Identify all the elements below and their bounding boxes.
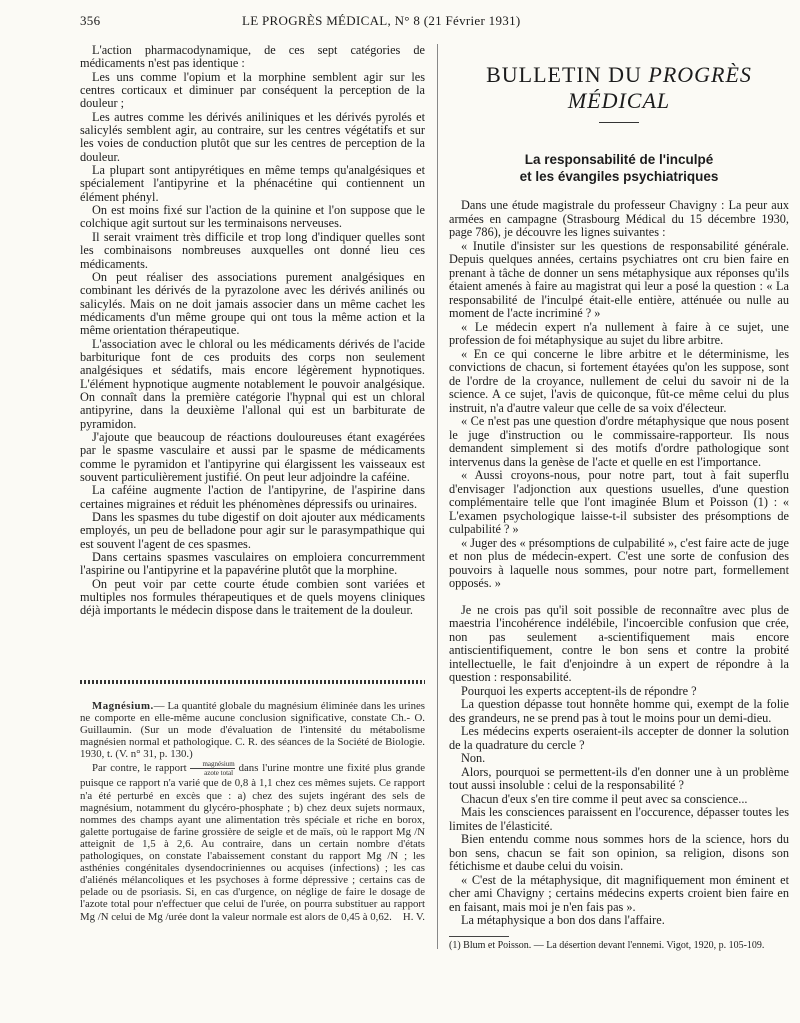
heading-rule xyxy=(599,122,639,123)
paragraph: Les uns comme l'opium et la morphine semblent agir sur les centres corticaux et diminuer par conséquent la perception de la douleur ; xyxy=(80,69,425,111)
paragraph: Dans certains spasmes vasculaires on emploiera concurremment l'aspirine ou l'antipyrine et la papavérine plutôt que la morphine. xyxy=(80,550,425,578)
note-paragraph xyxy=(80,760,425,922)
paragraph: Il serait vraiment très difficile et trop long d'indiquer quelles sont les combinaisons nombreuses auxquelles ont donné lieu ces médicaments. xyxy=(80,229,425,271)
bulletin-prefix: BULLETIN DU xyxy=(486,62,642,87)
article-title-line: et les évangiles psychiatriques xyxy=(519,169,719,184)
bulletin-heading xyxy=(449,62,789,114)
ratio-fraction xyxy=(190,760,234,777)
paragraph: La caféine augmente l'action de l'antipyrine, de l'aspirine dans certaines migraines et réduit les phénomènes dépressifs ou urinaires. xyxy=(80,483,425,511)
bulletin-name: PROGRÈS MÉDICAL xyxy=(567,62,752,113)
paragraph: « Aussi croyons-nous, pour notre part, tout à fait superflu d'envisager l'adjonction aux questions usuelles, d'une question complémentaire telle que l'ont imaginée Blum et Poisson (1) : « L'examen psychologique laisse-t-il subsister des présomptions de culpabilité ? » xyxy=(449,468,789,536)
paragraph: Les médecins experts oseraient-ils accepter de donner la solution de la quadrature du cercle ? xyxy=(449,724,789,752)
article-title-line: La responsabilité de l'inculpé xyxy=(524,152,714,167)
paragraph: Dans une étude magistrale du professeur Chavigny : La peur aux armées en campagne (Strasbourg Médical du 15 décembre 1930, page 786), je découvre les lignes suivantes : xyxy=(449,198,789,239)
note-paragraph xyxy=(80,700,425,760)
running-title: LE PROGRÈS MÉDICAL, N° 8 (21 Février 1931) xyxy=(242,13,521,28)
fraction-denominator: azote total xyxy=(190,768,234,777)
paragraph: « Le médecin expert n'a nullement à faire à ce sujet, une profession de foi métaphysique au sujet du libre arbitre. xyxy=(449,319,789,347)
paragraph: L'association avec le chloral ou les médicaments dérivés de l'acide barbiturique font de ces produits des corps non seulement analgésiques et sédatifs, mais encore légèrement hypnotiques. L'élément hypnotique augmente notablement le pouvoir analgésique. On connaît dans la première catégorie l'hypnal qui est un chloral antipyrine, dans la deuxième l'allonal qui est un barbiturate de pyramidon. xyxy=(80,336,425,431)
note-text: Par contre, le rapport xyxy=(92,762,187,775)
article-title xyxy=(449,151,789,185)
footnote: (1) Blum et Poisson. — La désertion devant l'ennemi. Vigot, 1920, p. 105-109. xyxy=(449,939,765,951)
page-header xyxy=(80,10,780,34)
paragraph: Alors, pourquoi se permettent-ils d'en donner une à un problème tout aussi insoluble : celui de la responsabilité ? xyxy=(449,764,789,792)
paragraph: Dans les spasmes du tube digestif on doit ajouter aux médicaments employés, un peu de belladone pour agir sur le parasympathique qui est souvent l'agent de ces spasmes. xyxy=(80,510,425,551)
paragraph: La question dépasse tout honnête homme qui, exempt de la folie des grandeurs, ne se prend pas à tout le moins pour un demi-dieu. xyxy=(449,697,789,725)
paragraph: On peut voir par cette courte étude combien sont variées et multiples nos formules thérapeutiques et de quels moyens cliniques déjà importants le médecin dispose dans le traitement de la douleur. xyxy=(80,576,425,618)
note-text: dans l'urine montre une fixité plus grande puisque ce rapport n'a varié que de 0,8 à 1,1 chez ces mêmes sujets. Ce rapport n'a été perturbé en excès que : a) chez des sujets ingérant des sels de magnésium, notamment du glycéro-phosphate ; b) chez deux sujets normaux, nommes des champs ayant une alimentation très spéciale et riche en borox, galette portugaise de farine grossière de seigle et de maïs, où le rapport Mg /N atteignit de 1,5 à 2,6. Au contraire, dans un certain nombre d'états pathologiques, on constate l'abaissement constant du rapport Mg /N ; les asthénies congénitales dysendocriniennes ou acquises (infections) ; les cas d'aliénés mélancoliques et les psychoses à forme dépressive ; certains cas de pelade ou de psoriasis. Si, en cas d'urgence, on néglige de faire le dosage de l'azote total pour n'effectuer que celui de l'urée, on pourra substituer au rapport Mg /N celui de Mg /urée dont la valeur normale est alors de 0,45 à 0,62. xyxy=(80,762,425,923)
paragraph: « Juger des « présomptions de culpabilité », c'est faire acte de juge et non plus de médecin-expert. C'est une sorte de confusion des pouvoirs à laquelle nous sommes, pour notre part, formellement opposés. » xyxy=(449,535,789,590)
paragraph: Les autres comme les dérivés aniliniques et les dérivés pyrolés et salicylés semblent agir, au contraire, sur les centres végétatifs et sur les voies de conduction plutôt que sur les centres de perception de la douleur. xyxy=(80,109,425,164)
paragraph: On est moins fixé sur l'action de la quinine et l'on suppose que le colchique agit surtout sur les terminaisons nerveuses. xyxy=(80,203,425,231)
magnesium-note xyxy=(80,700,425,923)
left-column xyxy=(80,44,425,618)
paragraph: Mais les consciences paraissent en l'occurence, dépasser toutes les limites de l'élasticité. xyxy=(449,805,789,833)
paragraph: « C'est de la métaphysique, dit magnifiquement mon éminent et cher ami Chavigny ; certains médecins experts croient bien faire en en faisant, mais moi je n'en fais pas ». xyxy=(449,872,789,914)
footnote-rule xyxy=(449,936,509,937)
paragraph: Chacun d'eux s'en tire comme il peut avec sa conscience... xyxy=(461,791,748,806)
paragraph: J'ajoute que beaucoup de réactions douloureuses étant exagérées par le spasme vasculaire et aussi par le spasme de médicaments comme le pyramidon et l'antipyrine qui élargissent les vaisseaux est souvent particulièrement justifié. On peut leur adjoindre la caféine. xyxy=(80,429,425,484)
paragraph: « Inutile d'insister sur les questions de responsabilité générale. Depuis quelques années, certains psychiatres ont cru bien faire en prenant à tâche de donner un sens métaphysique aux réponses qu'ils étaient amenés à faire au magistrat qui leur a posé la question : « La responsabilité de l'inculpé était-elle entière, atténuée ou nulle au moment de l'acte incriminé ? » xyxy=(449,238,789,320)
paragraph: Non. xyxy=(461,751,486,765)
paragraph-gap xyxy=(449,591,789,604)
note-text: — La quantité globale du magnésium éliminée dans les urines ne comporte en elle-même aucune conclusion significative, constate Ch.- O. Guillaumin. (Sur un mode d'évaluation de l'intensité du métabolisme magnésien normal et pathologique. C. R. des séances de la Société de Biologie. 1930, t. (V. n° 31, p. 130.) xyxy=(80,700,425,761)
paragraph: La métaphysique a bon dos dans l'affaire. xyxy=(461,913,665,927)
paragraph: Je ne crois pas qu'il soit possible de reconnaître avec plus de maestria l'incohérence indélébile, l'incoercible confusion que crée, non pas seulement a-scientifiquement mais encore antiscientifiquement, contre le bon sens et contre la probité intellectuelle, le fait d'enjoindre à un expert de répondre à la question : responsabilité. xyxy=(449,602,789,684)
paragraph: « Ce n'est pas une question d'ordre métaphysique que nous posent le juge d'instruction ou le commissaire-rapporteur. Ils nous demandent simplement si des motifs d'ordre pathologique sont intervenus dans la genèse de l'acte et quelle en est l'importance. xyxy=(449,414,789,469)
paragraph: Bien entendu comme nous sommes hors de la science, hors du bon sens, chacun se fait son opinion, sa religion, disons son fétichisme et daube celui du voisin. xyxy=(449,832,789,873)
fraction-numerator: magnésium xyxy=(202,760,235,769)
paragraph: On peut réaliser des associations purement analgésiques en combinant les dérivés de la pyrazolone avec les dérivés anilinés ou salicylés. Mais on ne doit jamais associer dans un même cachet les médicaments d'un même groupe qui ont tous la même action et la même orientation thérapeutique. xyxy=(80,269,425,338)
page-number: 356 xyxy=(80,13,101,28)
dotted-separator xyxy=(80,680,425,684)
paragraph: L'action pharmacodynamique, de ces sept catégories de médicaments n'est pas identique : xyxy=(80,43,425,71)
column-rule xyxy=(437,44,438,949)
right-column xyxy=(449,44,789,951)
paragraph: La plupart sont antipyrétiques en même temps qu'analgésiques et spécialement l'antipyrine et la phénacétine qui contiennent un élément phényl. xyxy=(80,163,425,204)
note-signature: H. V. xyxy=(402,910,425,923)
paragraph: « En ce qui concerne le libre arbitre et le déterminisme, les convictions de chacun, si fortement étayées qu'on les suppose, sont de l'ordre de la croyance, nullement de celui du savoir ni de la science. A ce sujet, l'avis de quiconque, fût-ce même celui du plus instruit, n'a d'autre valeur que celle de sa voix d'électeur. xyxy=(449,346,789,415)
paragraph: Pourquoi les experts acceptent-ils de répondre ? xyxy=(461,683,697,698)
note-lead: Magnésium. xyxy=(92,700,154,712)
